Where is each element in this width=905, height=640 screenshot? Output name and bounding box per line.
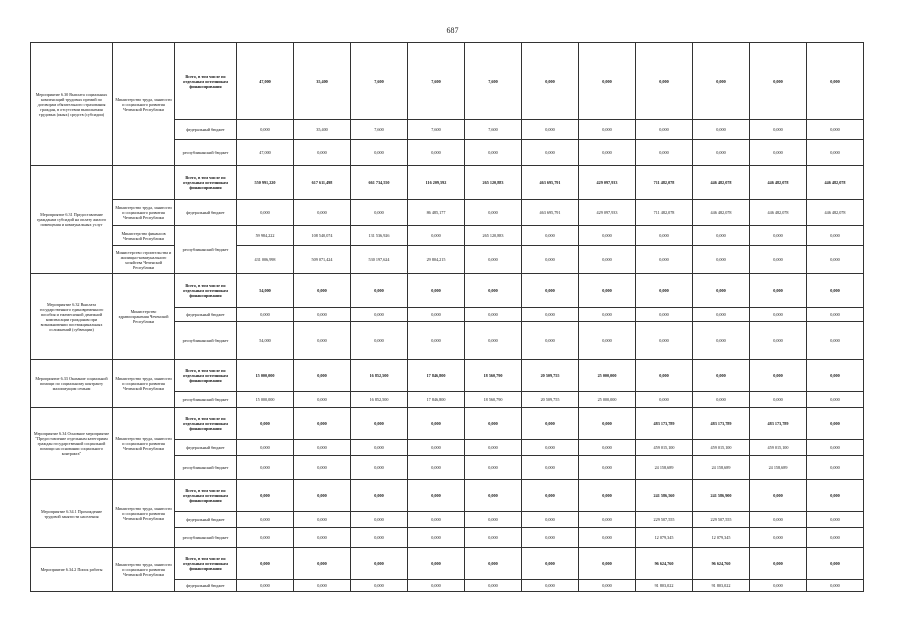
measure-cell: Мероприятие 6.34 Основное мероприятие "Предоставление отдельным категориям граждан государственной социальной помощи на основании социального контракта" [31,408,113,480]
executor-cell: Министерство труда, занятости и социального развития Чеченской Республики [113,408,175,480]
value-cell: 0,000 [807,140,864,166]
funding-source-cell: Всего, в том числе по отдельным источникам финансирования [175,274,237,308]
value-cell: 0,000 [237,456,294,480]
value-cell: 0,000 [408,308,465,322]
value-cell: 0,000 [522,120,579,140]
value-cell: 0,000 [750,274,807,308]
funding-source-cell: Всего, в том числе по отдельным источникам финансирования [175,43,237,120]
value-cell: 0,000 [807,480,864,512]
value-cell: 0,000 [237,440,294,456]
value-cell: 17 846,800 [408,392,465,408]
value-cell: 0,000 [807,246,864,274]
funding-source-cell: республиканский бюджет [175,322,237,360]
value-cell: 0,000 [465,440,522,456]
value-cell: 617 611,498 [294,166,351,200]
value-cell: 7,600 [351,43,408,120]
value-cell: 463 695,791 [522,166,579,200]
value-cell: 0,000 [351,512,408,528]
value-cell: 0,000 [636,274,693,308]
funding-source-cell: федеральный бюджет [175,512,237,528]
value-cell: 24 158,689 [693,456,750,480]
value-cell: 0,000 [351,440,408,456]
value-cell: 0,000 [408,322,465,360]
value-cell: 446 482,078 [693,166,750,200]
executor-cell: Министерство труда, занятости и социального развития Чеченской Республики [113,480,175,548]
value-cell: 0,000 [351,274,408,308]
value-cell: 0,000 [351,200,408,226]
value-cell: 0,000 [807,548,864,580]
value-cell: 0,000 [750,512,807,528]
value-cell: 0,000 [351,308,408,322]
value-cell: 47,000 [237,140,294,166]
value-cell: 15 000,000 [237,392,294,408]
value-cell: 0,000 [579,528,636,548]
funding-source-cell: Всего, в том числе по отдельным источникам финансирования [175,166,237,200]
value-cell: 0,000 [750,580,807,592]
value-cell: 229 507,555 [693,512,750,528]
value-cell: 0,000 [579,548,636,580]
value-cell: 0,000 [465,580,522,592]
value-cell: 0,000 [522,512,579,528]
value-cell: 0,000 [579,120,636,140]
value-cell: 0,000 [693,308,750,322]
value-cell: 7,600 [408,43,465,120]
value-cell: 711 482,078 [636,166,693,200]
value-cell: 0,000 [408,480,465,512]
value-cell: 0,000 [750,360,807,392]
value-cell: 35,400 [294,120,351,140]
value-cell: 96 624,760 [636,548,693,580]
table-row [31,43,864,120]
value-cell: 0,000 [750,528,807,548]
value-cell: 0,000 [522,440,579,456]
value-cell: 0,000 [693,120,750,140]
table-row [31,246,864,274]
value-cell: 0,000 [636,246,693,274]
measure-cell: Мероприятие 6.31 Предоставление гражданам субсидий на оплату жилого помещения и коммунальных услуг [31,166,113,274]
value-cell: 108 540,074 [294,226,351,246]
value-cell: 0,000 [294,322,351,360]
value-cell: 0,000 [693,140,750,166]
value-cell: 0,000 [351,580,408,592]
value-cell: 0,000 [465,140,522,166]
funding-source-cell: республиканский бюджет [175,140,237,166]
value-cell: 12 079,345 [636,528,693,548]
funding-source-cell: республиканский бюджет [175,226,237,274]
value-cell: 16 852,500 [351,392,408,408]
value-cell: 0,000 [408,548,465,580]
value-cell: 459 015,100 [750,440,807,456]
value-cell: 0,000 [351,408,408,440]
value-cell: 463 695,791 [522,200,579,226]
executor-cell: Министерство строительства и жилищно-коммунального хозяйства Чеченской Республики [113,246,175,274]
value-cell: 18 560,790 [465,360,522,392]
value-cell: 0,000 [294,480,351,512]
table-row [31,480,864,512]
value-cell: 25 000,000 [579,392,636,408]
value-cell: 0,000 [636,360,693,392]
value-cell: 0,000 [579,456,636,480]
value-cell: 0,000 [408,456,465,480]
value-cell: 446 482,078 [750,166,807,200]
value-cell: 229 507,555 [636,512,693,528]
value-cell: 0,000 [294,548,351,580]
value-cell: 0,000 [693,322,750,360]
value-cell: 0,000 [750,43,807,120]
value-cell: 0,000 [237,528,294,548]
value-cell: 0,000 [294,408,351,440]
value-cell: 0,000 [522,456,579,480]
value-cell: 0,000 [579,512,636,528]
value-cell: 0,000 [351,140,408,166]
value-cell: 0,000 [579,226,636,246]
value-cell: 0,000 [807,43,864,120]
value-cell: 0,000 [237,480,294,512]
value-cell: 0,000 [522,322,579,360]
value-cell: 20 509,755 [522,360,579,392]
value-cell: 0,000 [579,480,636,512]
value-cell: 446 482,078 [807,166,864,200]
value-cell: 0,000 [636,392,693,408]
value-cell: 0,000 [807,274,864,308]
value-cell: 241 586,900 [693,480,750,512]
value-cell: 0,000 [294,392,351,408]
value-cell: 429 097,933 [579,200,636,226]
value-cell: 0,000 [408,440,465,456]
value-cell: 265 120,883 [465,166,522,200]
value-cell: 0,000 [693,43,750,120]
value-cell: 0,000 [522,528,579,548]
value-cell: 17 846,800 [408,360,465,392]
value-cell: 0,000 [294,440,351,456]
value-cell: 483 173,789 [693,408,750,440]
value-cell: 0,000 [465,512,522,528]
value-cell: 0,000 [579,440,636,456]
value-cell: 0,000 [636,120,693,140]
value-cell: 0,000 [807,580,864,592]
value-cell: 0,000 [237,580,294,592]
funding-source-cell: республиканский бюджет [175,456,237,480]
table-row [31,226,864,246]
value-cell: 0,000 [807,360,864,392]
executor-cell [113,166,175,200]
value-cell: 0,000 [408,528,465,548]
value-cell: 0,000 [522,548,579,580]
funding-source-cell: федеральный бюджет [175,580,237,592]
table-row [31,548,864,580]
value-cell: 0,000 [579,408,636,440]
value-cell: 24 158,689 [750,456,807,480]
value-cell: 0,000 [294,512,351,528]
table-row [31,360,864,392]
value-cell: 0,000 [294,456,351,480]
executor-cell: Министерство труда, занятости и социального развития Чеченской Республики [113,200,175,226]
value-cell: 0,000 [807,528,864,548]
value-cell: 86 485,177 [408,200,465,226]
value-cell: 0,000 [750,246,807,274]
value-cell: 0,000 [807,440,864,456]
value-cell: 483 173,789 [750,408,807,440]
value-cell: 0,000 [522,226,579,246]
value-cell: 0,000 [408,512,465,528]
measure-cell: Мероприятие 6.30 Выплата социальных компенсаций трудовых премий по договорам обязательного страхования граждан, в отсутствии выполнения трудовых (иных) средств (субсидии) [31,43,113,166]
value-cell: 0,000 [237,512,294,528]
value-cell: 446 482,078 [693,200,750,226]
value-cell: 96 624,760 [693,548,750,580]
funding-source-cell: республиканский бюджет [175,392,237,408]
funding-source-cell: Всего, в том числе по отдельным источникам финансирования [175,548,237,580]
value-cell: 550 991,220 [237,166,294,200]
value-cell: 0,000 [351,322,408,360]
value-cell: 0,000 [522,140,579,166]
value-cell: 0,000 [237,308,294,322]
value-cell: 0,000 [636,43,693,120]
value-cell: 446 482,078 [750,200,807,226]
value-cell: 0,000 [294,274,351,308]
value-cell: 0,000 [693,246,750,274]
value-cell: 431 006,998 [237,246,294,274]
value-cell: 91 803,022 [693,580,750,592]
value-cell: 0,000 [522,580,579,592]
value-cell: 0,000 [465,480,522,512]
value-cell: 0,000 [807,322,864,360]
value-cell: 0,000 [294,360,351,392]
value-cell: 0,000 [294,580,351,592]
value-cell: 0,000 [807,226,864,246]
funding-source-cell: Всего, в том числе по отдельным источникам финансирования [175,360,237,392]
executor-cell: Министерство труда, занятости и социального развития Чеченской Республики [113,360,175,408]
value-cell: 0,000 [465,308,522,322]
value-cell: 0,000 [807,456,864,480]
value-cell: 0,000 [750,392,807,408]
funding-source-cell: Всего, в том числе по отдельным источникам финансирования [175,480,237,512]
value-cell: 0,000 [750,322,807,360]
value-cell: 0,000 [465,528,522,548]
value-cell: 12 079,345 [693,528,750,548]
value-cell: 18 560,790 [465,392,522,408]
value-cell: 0,000 [522,43,579,120]
value-cell: 459 015,100 [693,440,750,456]
value-cell: 0,000 [294,140,351,166]
value-cell: 0,000 [522,408,579,440]
value-cell: 0,000 [237,548,294,580]
value-cell: 0,000 [693,392,750,408]
value-cell: 0,000 [294,308,351,322]
measure-cell: Мероприятие 6.33 Оказание социальной помощи по социальному контракту малоимущим семьям [31,360,113,408]
table-row [31,274,864,308]
value-cell: 661 734,550 [351,166,408,200]
value-cell: 429 097,933 [579,166,636,200]
value-cell: 0,000 [351,548,408,580]
value-cell: 483 173,789 [636,408,693,440]
value-cell: 0,000 [351,480,408,512]
value-cell: 530 197,624 [351,246,408,274]
value-cell: 0,000 [807,512,864,528]
value-cell: 0,000 [579,322,636,360]
value-cell: 0,000 [579,246,636,274]
funding-source-cell: федеральный бюджет [175,308,237,322]
value-cell: 7,600 [465,120,522,140]
value-cell: 47,000 [237,43,294,120]
value-cell: 0,000 [465,200,522,226]
measure-cell: Мероприятие 6.32 Выплата государственного единовременного пособия и ежемесячной денежной компенсации гражданам при возникновении поствакцинальных осложнений (субвенции) [31,274,113,360]
value-cell: 265 120,883 [465,226,522,246]
value-cell: 446 482,078 [807,200,864,226]
value-cell: 91 803,022 [636,580,693,592]
value-cell: 0,000 [408,226,465,246]
value-cell: 459 015,100 [636,440,693,456]
funding-source-cell: федеральный бюджет [175,120,237,140]
value-cell: 29 804,215 [408,246,465,274]
budget-table-body [31,43,864,592]
value-cell: 0,000 [579,580,636,592]
value-cell: 0,000 [807,392,864,408]
executor-cell: Министерство труда, занятости и социального развития Чеченской Республики [113,43,175,166]
value-cell: 0,000 [237,200,294,226]
value-cell: 0,000 [807,308,864,322]
value-cell: 16 852,500 [351,360,408,392]
value-cell: 15 000,000 [237,360,294,392]
value-cell: 0,000 [465,322,522,360]
executor-cell: Министерство финансов Чеченской Республики [113,226,175,246]
funding-source-cell: республиканский бюджет [175,528,237,548]
value-cell: 20 509,755 [522,392,579,408]
value-cell: 0,000 [693,226,750,246]
measure-cell: Мероприятие 6.34.1 Прохождение трудовой занятости населения [31,480,113,548]
value-cell: 7,600 [465,43,522,120]
value-cell: 0,000 [693,360,750,392]
table-row [31,166,864,200]
value-cell: 0,000 [408,580,465,592]
value-cell: 59 984,222 [237,226,294,246]
measure-cell: Мероприятие 6.34.2 Поиск работы [31,548,113,592]
value-cell: 7,600 [351,120,408,140]
value-cell: 0,000 [636,140,693,166]
value-cell: 116 209,592 [408,166,465,200]
executor-cell: Министерство здравоохранения Чеченской Республики [113,274,175,360]
value-cell: 24 158,689 [636,456,693,480]
value-cell: 0,000 [579,274,636,308]
value-cell: 0,000 [522,480,579,512]
value-cell: 0,000 [408,274,465,308]
funding-source-cell: Всего, в том числе по отдельным источникам финансирования [175,408,237,440]
value-cell: 0,000 [750,120,807,140]
value-cell: 0,000 [579,43,636,120]
value-cell: 0,000 [579,140,636,166]
value-cell: 7,600 [408,120,465,140]
value-cell: 0,000 [294,528,351,548]
value-cell: 0,000 [465,456,522,480]
value-cell: 0,000 [750,308,807,322]
budget-table [30,42,864,592]
table-row [31,200,864,226]
value-cell: 509 071,424 [294,246,351,274]
value-cell: 0,000 [237,120,294,140]
value-cell: 54,000 [237,322,294,360]
value-cell: 0,000 [465,246,522,274]
value-cell: 0,000 [750,548,807,580]
value-cell: 0,000 [522,274,579,308]
value-cell: 0,000 [750,226,807,246]
value-cell: 0,000 [522,308,579,322]
value-cell: 0,000 [750,480,807,512]
table-row [31,408,864,440]
value-cell: 25 000,000 [579,360,636,392]
value-cell: 0,000 [636,226,693,246]
value-cell: 0,000 [465,274,522,308]
value-cell: 0,000 [579,308,636,322]
value-cell: 0,000 [522,246,579,274]
value-cell: 0,000 [408,140,465,166]
value-cell: 711 482,078 [636,200,693,226]
value-cell: 0,000 [750,140,807,166]
value-cell: 0,000 [294,200,351,226]
executor-cell: Министерство труда, занятости и социального развития Чеченской Республики [113,548,175,592]
value-cell: 241 586,560 [636,480,693,512]
value-cell: 0,000 [465,408,522,440]
value-cell: 0,000 [807,408,864,440]
value-cell: 0,000 [636,308,693,322]
value-cell: 0,000 [351,528,408,548]
value-cell: 0,000 [693,274,750,308]
value-cell: 0,000 [408,408,465,440]
value-cell: 0,000 [807,120,864,140]
value-cell: 0,000 [351,456,408,480]
value-cell: 35,400 [294,43,351,120]
value-cell: 131 536,926 [351,226,408,246]
page-number: 687 [446,26,459,35]
value-cell: 0,000 [465,548,522,580]
funding-source-cell: федеральный бюджет [175,440,237,456]
value-cell: 54,000 [237,274,294,308]
funding-source-cell: федеральный бюджет [175,200,237,226]
value-cell: 0,000 [636,322,693,360]
value-cell: 0,000 [237,408,294,440]
